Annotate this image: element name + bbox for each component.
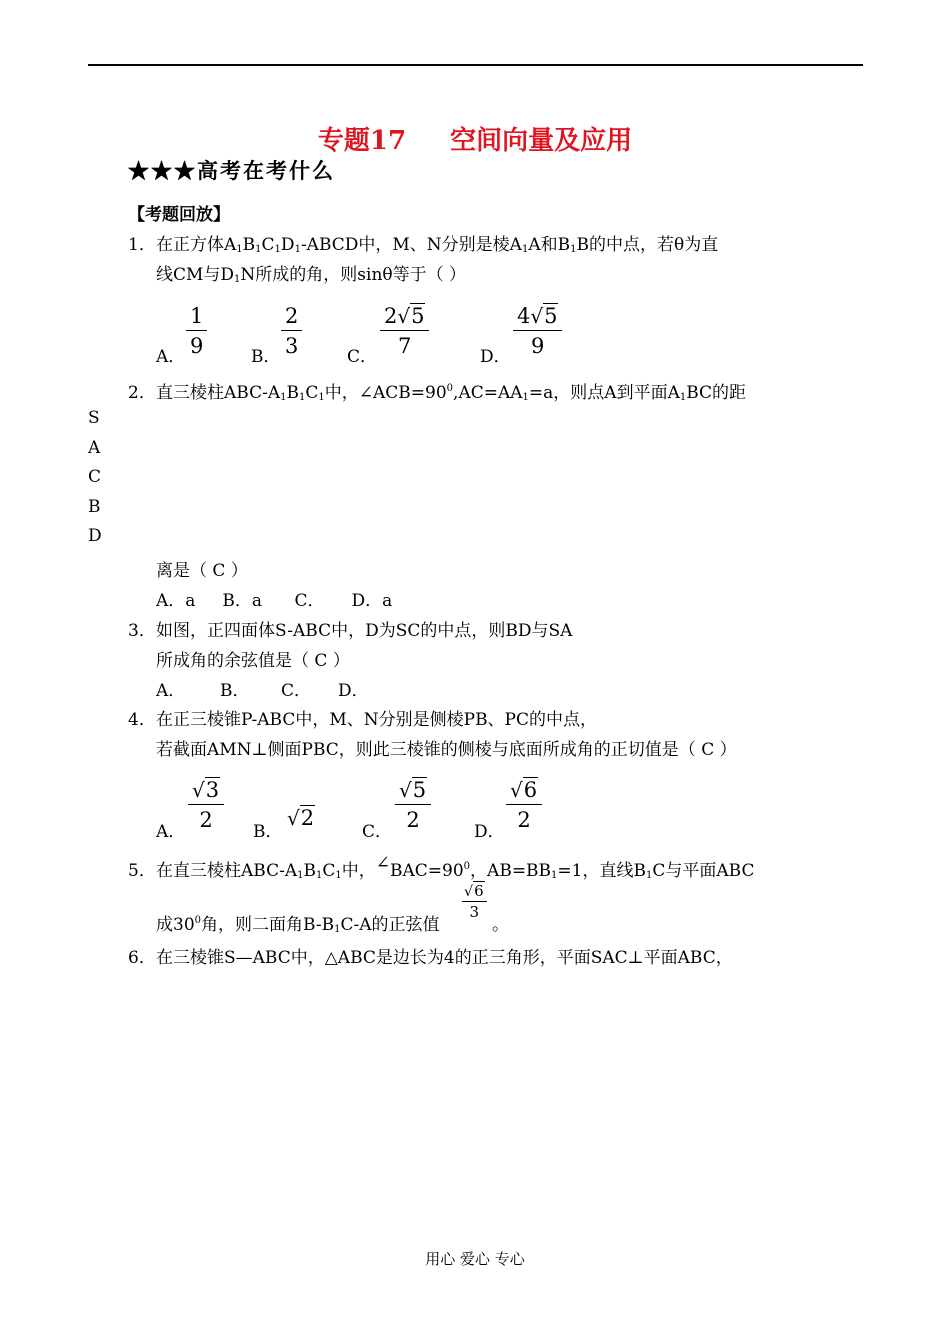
q4-option-d-label: D． bbox=[474, 822, 505, 842]
q4-number: 4． bbox=[128, 710, 156, 730]
q1-option-c-fraction: $\frac{2√5}{7}$ bbox=[380, 306, 429, 357]
q3-option-b: B． bbox=[220, 681, 250, 701]
q3-line1: 如图，正四面体S-ABC中，D为SC的中点，则BD与SA bbox=[156, 621, 573, 641]
q1-option-d-label: D． bbox=[480, 347, 511, 367]
figure-label-c: C bbox=[88, 467, 102, 487]
figure-label-d: D bbox=[88, 526, 102, 546]
q3-option-c: C． bbox=[281, 681, 312, 701]
q5-answer-fraction: $\frac{√6}{3}$ bbox=[462, 884, 487, 920]
q1-line1: 在正方体$A_1B_1C_1D_1$-ABCD中，M、N分别是棱$A_1A$和$B_1B$的中点，若θ为直 bbox=[156, 235, 719, 255]
q1-option-a-label: A． bbox=[156, 347, 186, 367]
q3-option-a: A． bbox=[156, 681, 186, 701]
q3-option-d: D． bbox=[338, 681, 369, 701]
q4-option-b-value: √2 bbox=[287, 806, 315, 830]
q2-line2: 离是（ C ） bbox=[156, 561, 248, 581]
figure-label-s: S bbox=[88, 408, 100, 428]
q2-options: A．a B．a C． D．a bbox=[156, 591, 393, 611]
q1-option-b-fraction: $\frac{2}{3}$ bbox=[281, 306, 302, 357]
q1-line2: 线CM与$D_1N$所成的角，则sinθ等于（ ） bbox=[156, 265, 467, 285]
q3-line2: 所成角的余弦值是（ C ） bbox=[156, 651, 350, 671]
q1-option-a-fraction: $\frac{1}{9}$ bbox=[186, 306, 207, 357]
q6-number: 6． bbox=[128, 948, 156, 968]
section-heading: ★★★高考在考什么 bbox=[128, 158, 335, 183]
q2-line1: 直三棱柱ABC-$A_1B_1C_1$中，$\angle ACB=90^0,AC=AA_1=a$，则点A到平面$A_1BC$的距 bbox=[156, 383, 747, 403]
subsection-heading: 【考题回放】 bbox=[128, 205, 230, 225]
q5-line1: 在直三棱柱ABC-$A_1B_1C_1$中，$\angle BAC=90^0$，$AB=BB_1=1$，直线$B_1C$与平面ABC bbox=[156, 853, 755, 881]
q1-option-d-fraction: $\frac{4√5}{9}$ bbox=[513, 306, 562, 357]
q1-number: 1． bbox=[128, 235, 156, 255]
q5-number: 5． bbox=[128, 861, 156, 881]
q4-option-d-fraction: $\frac{√6}{2}$ bbox=[506, 780, 542, 831]
q4-line1: 在正三棱锥P-ABC中，M、N分别是侧棱PB、PC的中点， bbox=[156, 710, 598, 730]
q3-number: 3． bbox=[128, 621, 156, 641]
q5-line2: 成$30^0$角，则二面角$B-B_1C-A$的正弦值 bbox=[156, 915, 440, 935]
header-rule bbox=[88, 64, 863, 66]
q1-option-b-label: B． bbox=[251, 347, 281, 367]
figure-label-b: B bbox=[88, 497, 101, 517]
q6-line1: 在三棱锥S—ABC中，△ABC是边长为4的正三角形，平面SAC⊥平面ABC， bbox=[156, 948, 733, 968]
page-title: 专题17 空间向量及应用 bbox=[317, 126, 633, 156]
figure-label-a: A bbox=[88, 438, 101, 458]
q4-line2: 若截面AMN⊥侧面PBC，则此三棱锥的侧棱与底面所成角的正切值是（ C ） bbox=[156, 740, 737, 760]
page-footer: 用心 爱心 专心 bbox=[425, 1250, 525, 1268]
q4-option-c-fraction: $\frac{√5}{2}$ bbox=[395, 780, 431, 831]
q5-line2-end: 。 bbox=[492, 915, 509, 935]
q4-option-a-fraction: $\frac{√3}{2}$ bbox=[188, 780, 224, 831]
q4-option-a-label: A． bbox=[156, 822, 186, 842]
q4-option-b-label: B． bbox=[253, 822, 283, 842]
q1-option-c-label: C． bbox=[347, 347, 378, 367]
q4-option-c-label: C． bbox=[362, 822, 393, 842]
q2-number: 2． bbox=[128, 383, 156, 403]
